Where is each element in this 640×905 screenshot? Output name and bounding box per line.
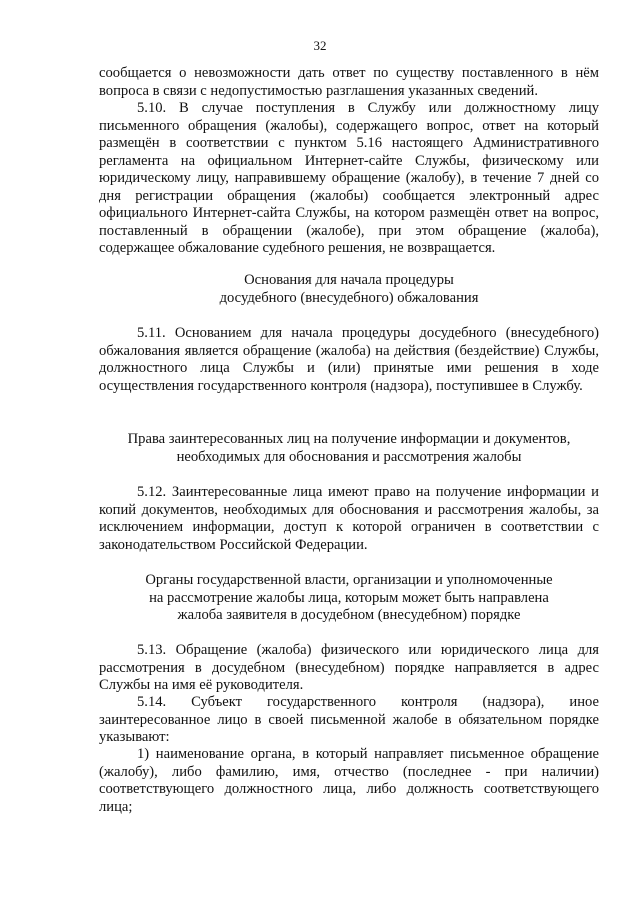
paragraph-text: 1) наименование органа, в который направляет письменное обращение (жалобу), либо фамилию, имя, отчество (последнее - при наличии) соответствующего должностного лица, либо должность соответствующего лица; bbox=[99, 746, 599, 815]
paragraph-5-13 bbox=[99, 642, 599, 695]
heading-line: Основания для начала процедуры bbox=[244, 272, 454, 288]
page-number: 32 bbox=[313, 38, 327, 53]
heading-line: Права заинтересованных лиц на получение информации и документов, bbox=[127, 431, 571, 447]
section-heading-rights bbox=[99, 431, 599, 466]
heading-line: на рассмотрение жалобы лица, которым может быть направлена bbox=[149, 589, 549, 606]
paragraph-5-10 bbox=[99, 100, 599, 258]
paragraph-5-11 bbox=[99, 325, 599, 395]
paragraph-5-12 bbox=[99, 484, 599, 554]
heading-line: досудебного (внесудебного) обжалования bbox=[219, 289, 479, 306]
paragraph-text: 5.13. Обращение (жалоба) физического или юридического лица для рассмотрения в досудебном (внесудебном) порядке направляется в адрес Службы на имя её руководителя. bbox=[99, 642, 599, 693]
paragraph-text: 5.11. Основанием для начала процедуры досудебного (внесудебного) обжалования является обращение (жалоба) на действия (бездействие) Службы, должностного лица Службы и (или) принятые ими решения в ходе осуществления государственного контроля (надзора), поступившее в Службу. bbox=[99, 325, 599, 394]
paragraph-text: 5.12. Заинтересованные лица имеют право на получение информации и копий документов, необходимых для обоснования и рассмотрения жалобы, за исключением информации, доступ к которой ограничен в соответствии с законодательством Российской Федерации. bbox=[99, 484, 599, 553]
paragraph-5-14 bbox=[99, 694, 599, 747]
paragraph-text: сообщается о невозможности дать ответ по существу поставленного в нём вопроса в связи с недопустимостью разглашения указанных сведений. bbox=[99, 65, 599, 99]
paragraph-text: 5.14. Субъект государственного контроля (надзора), иное заинтересованное лицо в своей письменной жалобе в обязательном порядке указывают: bbox=[99, 694, 599, 745]
heading-line: Органы государственной власти, организации и уполномоченные bbox=[145, 572, 553, 588]
paragraph-5-14-item-1 bbox=[99, 746, 599, 816]
paragraph-text: 5.10. В случае поступления в Службу или должностному лицу письменного обращения (жалобы), содержащего вопрос, ответ на который размещён в соответствии с пунктом 5.16 настоящего Административного регламента на официальном Интернет-сайте Службы, физическому или юридическому лицу, направившему обращение (жалобу), в течение 7 дней со дня регистрации обращения (жалобы) сообщается электронный адрес официального Интернет-сайта Службы, на котором размещён ответ на вопрос, поставленный в обращении (жалобе), при этом обращение (жалоба), содержащее обжалование судебного решения, не возвращается. bbox=[99, 100, 599, 256]
heading-line: необходимых для обоснования и рассмотрения жалобы bbox=[176, 448, 522, 465]
heading-line: жалоба заявителя в досудебном (внесудебном) порядке bbox=[177, 607, 521, 623]
section-heading-grounds bbox=[99, 272, 599, 307]
paragraph-continuation bbox=[99, 65, 599, 100]
section-heading-authorities bbox=[99, 572, 599, 625]
